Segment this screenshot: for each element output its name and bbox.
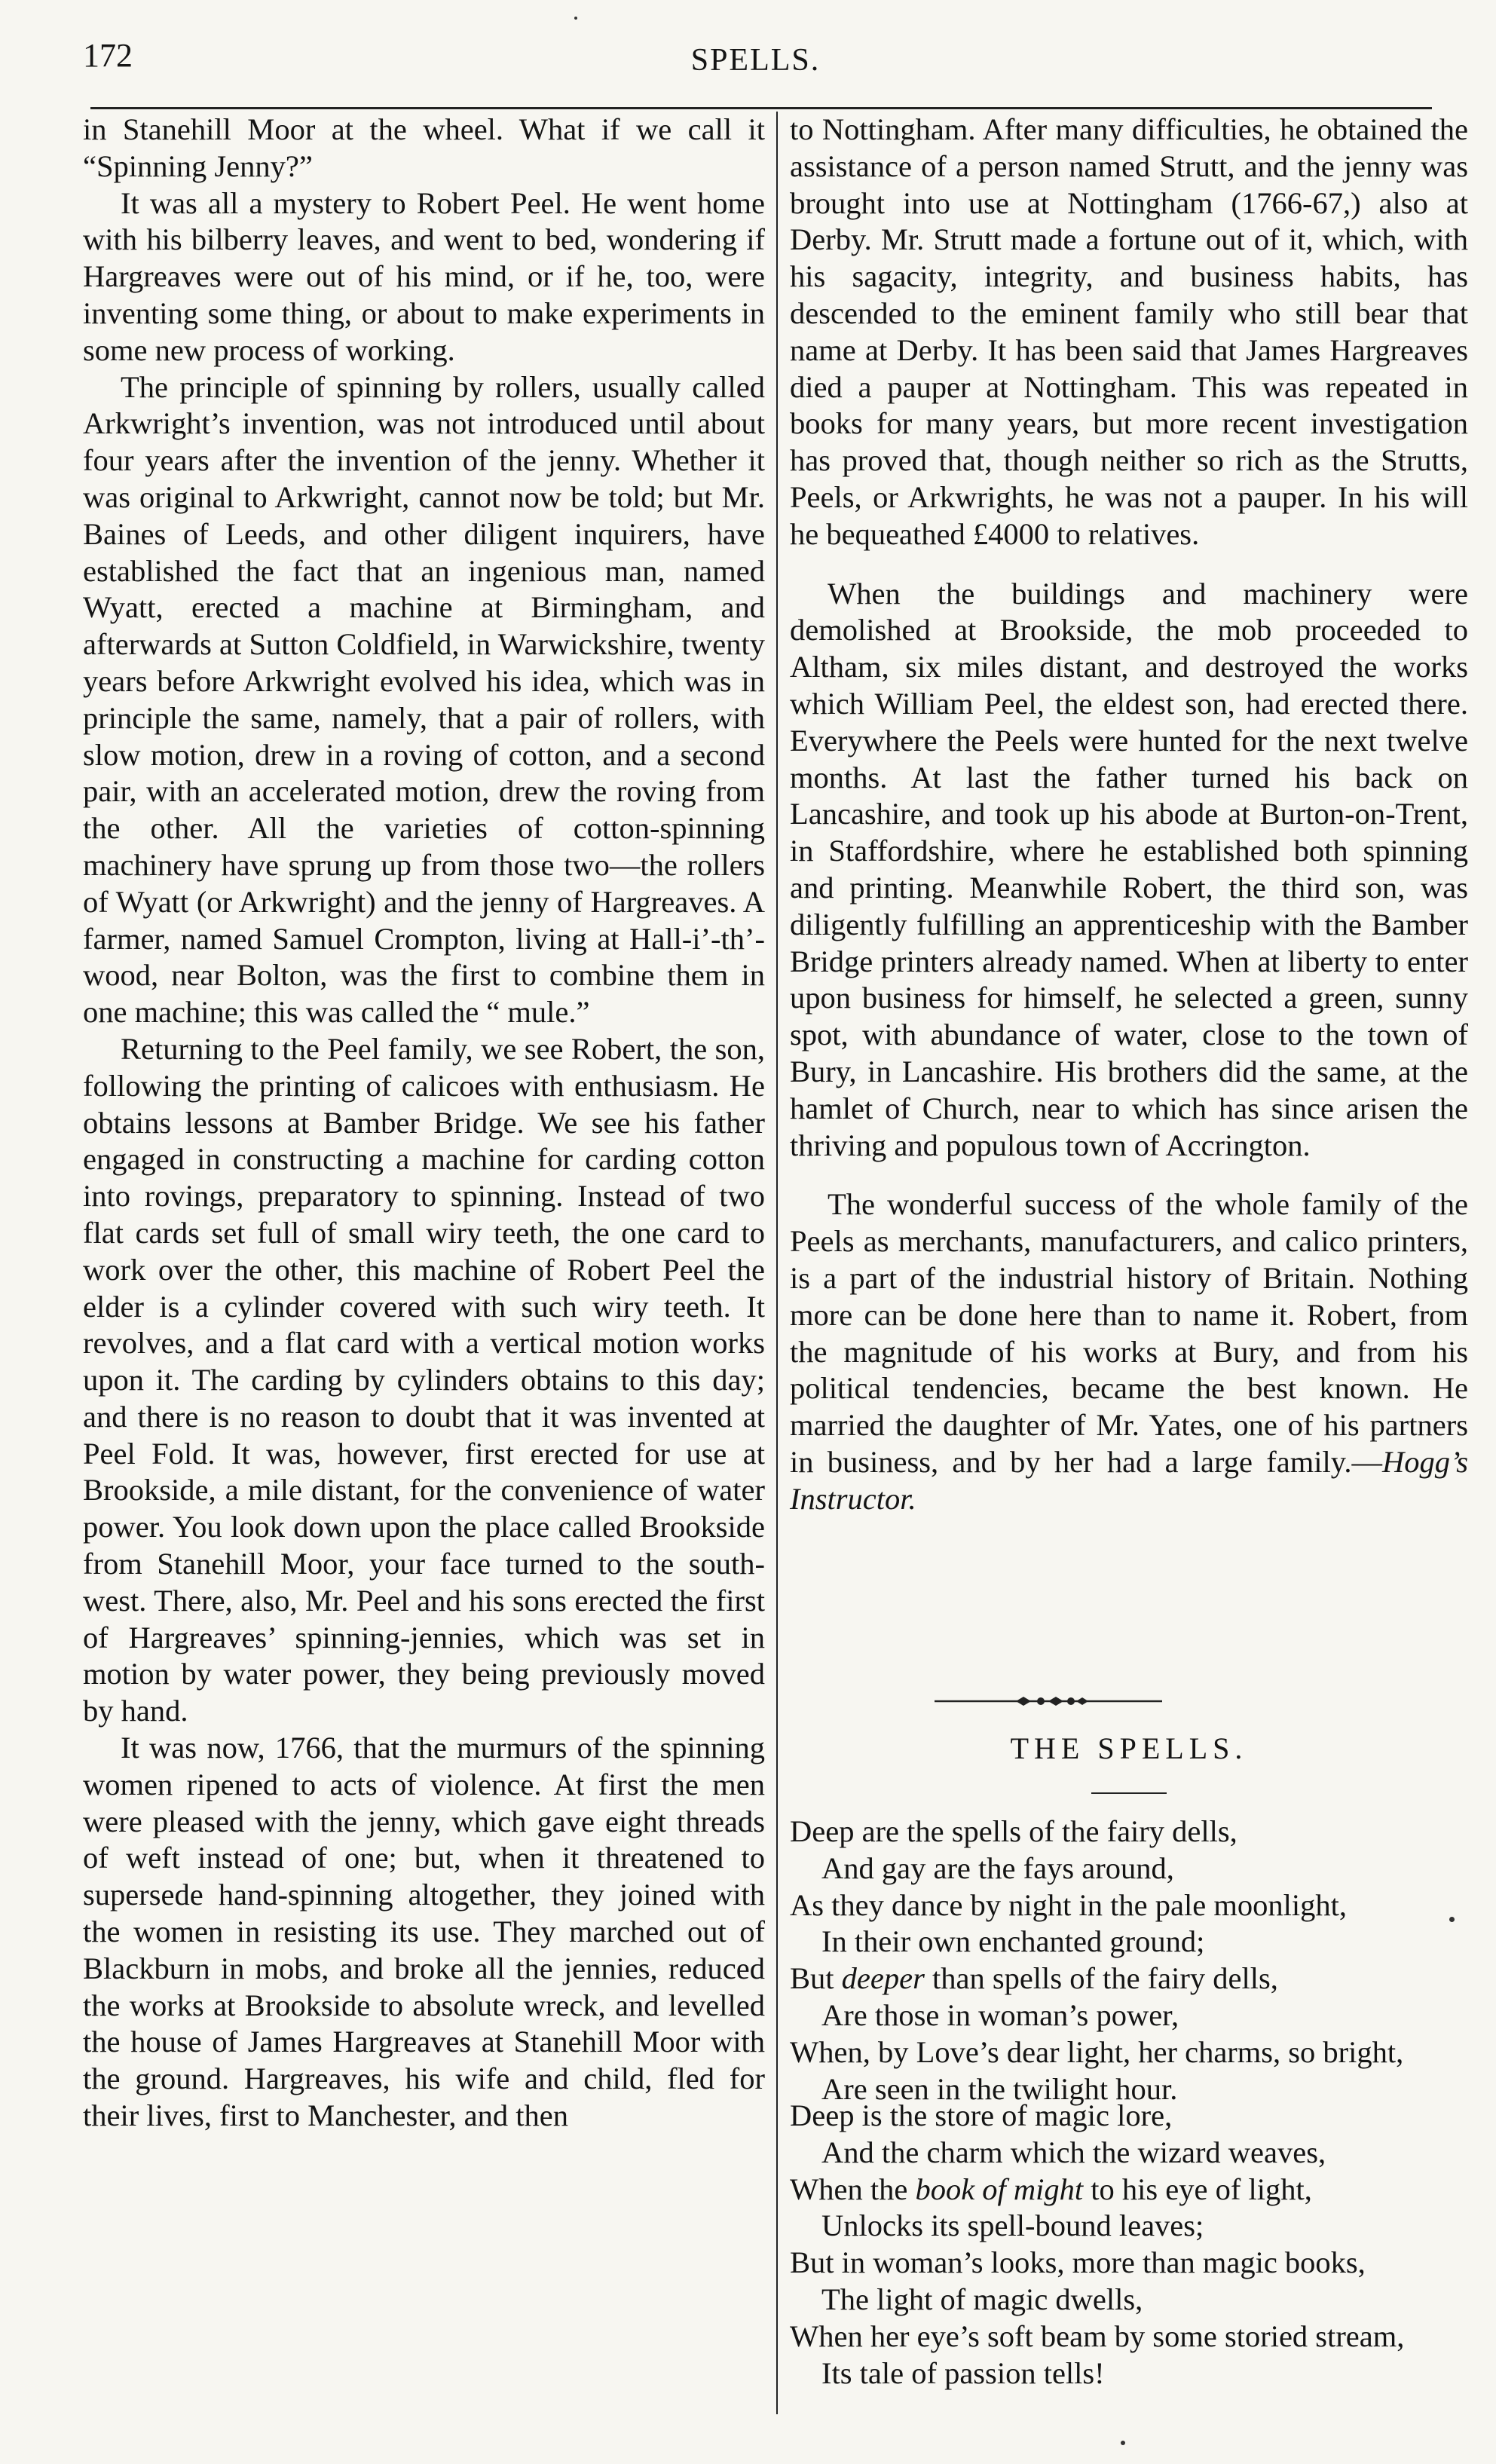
poem-line: As they dance by night in the pale moonlight, [790, 1887, 1347, 1922]
paragraph: When the buildings and machinery were demolished at Brookside, the mob proceeded to Altham, six miles distant, and destroyed the works which William Peel, the eldest son, had erected there. Everywhere the Peels were hunted for the next twelve months. At last the father turned his back on Lancashire, and took up his abode at Burton-on-Trent, in Staffordshire, where he established both spinning and printing. Meanwhile Robert, the third son, was diligently fulfilling an apprenticeship with the Bamber Bridge printers already named. When at liberty to enter upon business for himself, he selected a green, sunny spot, with abundance of water, close to the town of Bury, in Lancashire. His brothers did the same, at the hamlet of Church, near to which has since arisen the thriving and populous town of Accrington. [790, 576, 1468, 1162]
poem-text: But [790, 1961, 834, 1996]
poem-line: In their own enchanted ground; [821, 1924, 1205, 1959]
running-head: SPELLS. [690, 43, 821, 78]
attribution: Hogg’s Instructor. [790, 1444, 1468, 1516]
ink-speck [1121, 2441, 1125, 2445]
poem-line [790, 2172, 1479, 2208]
poem-text: than spells of the fairy dells, [932, 1961, 1278, 1996]
poem-line: When, by Love’s dear light, her charms, so bright, [790, 2034, 1404, 2069]
ink-speck [1449, 1917, 1455, 1922]
poem-line: Its tale of passion tells! [821, 2355, 1105, 2390]
ornament-divider [935, 1694, 1162, 1709]
paragraph: to Nottingham. After many difficulties, he obtained the assistance of a person named Strutt, and the jenny was brought into use at Nottingham (1766-67,) also at Derby. Mr. Strutt made a fortune out of it, which, with his sagacity, integrity, and business habits, has descended to the eminent family who still bear that name at Derby. It has been said that James Hargreaves died a pauper at Nottingham. This was repeated in books for many years, but more recent investigation has proved that, though neither so rich as the Strutts, Peels, or Arkwrights, he was not a pauper. In his will he bequeathed £4000 to relatives. [790, 112, 1468, 551]
paragraph: Returning to the Peel family, we see Robert, the son, following the printing of calicoes with enthusiasm. He obtains lessons at Bamber Bridge. We see his father engaged in constructing a machine for carding cotton into rovings, preparatory to spinning. Instead of two flat cards set full of small wiry teeth, the one card to work over the other, this machine of Robert Peel the elder is a cylinder covered with such wiry teeth. It revolves, and a flat card with a vertical motion works upon it. The carding by cylinders obtains to this day; and there is no reason to doubt that it was invented at Peel Fold. It was, however, first erected for use at Brookside, a mile distant, for the convenience of water power. You look down upon the place called Brookside from Stanehill Moor, your face turned to the south-west. There, also, Mr. Peel and his sons erected the first of Hargreaves’ spinning-jennies, which was set in motion by water power, they being previously moved by hand. [83, 1031, 765, 1728]
poem-line: And gay are the fays around, [821, 1850, 1174, 1885]
ink-speck [574, 17, 577, 20]
poem-stanza-2 [790, 2098, 1479, 2392]
header-rule [90, 107, 1432, 109]
paragraph: The principle of spinning by rollers, usually called Arkwright’s invention, was not introduced until about four years after the invention of the jenny. Whether it was original to Arkwright, cannot now be told; but Mr. Baines of Leeds, and other diligent inquirers, have established the fact that an ingenious man, named Wyatt, erected a machine at Birmingham, and afterwards at Sutton Coldfield, in Warwickshire, twenty years before Arkwright evolved his idea, which was in principle the same, namely, that a pair of rollers, with slow motion, drew in a roving of cotton, and a second pair, with an accelerated motion, drew the roving from the other. All the varieties of cotton-spinning machinery have sprung up from those two—the rollers of Wyatt (or Arkwright) and the jenny of Hargreaves. A farmer, named Samuel Crompton, living at Hall-i’-th’-wood, near Bolton, was the first to combine them in one machine; this was called the “ mule.” [83, 369, 765, 1030]
poem-text: to his eye of light, [1091, 2172, 1312, 2206]
poem-line: Deep are the spells of the fairy dells, [790, 1814, 1237, 1848]
poem-emphasis: book of might [915, 2172, 1084, 2206]
page-number: 172 [83, 37, 133, 74]
page-header [83, 36, 1428, 89]
paragraph: It was all a mystery to Robert Peel. He went home with his bilberry leaves, and went to bed, wondering if Hargreaves were out of his mind, or if he, too, were inventing some thing, or about to make experiments in some new process of working. [83, 185, 765, 367]
poem-line: Are those in woman’s power, [821, 1997, 1179, 2032]
poem-line: Unlocks its spell-bound leaves; [821, 2208, 1204, 2243]
poem-line: When her eye’s soft beam by some storied stream, [790, 2319, 1405, 2353]
poem-emphasis: deeper [841, 1961, 925, 1996]
poem-line: Are seen in the twilight hour. [821, 2071, 1178, 2106]
poem-line: The light of magic dwells, [821, 2282, 1143, 2316]
poem-text: When the [790, 2172, 908, 2206]
left-column [83, 112, 765, 2135]
poem-stanza-1 [790, 1814, 1479, 2107]
poem-line [790, 1960, 1479, 1997]
poem-title: THE SPELLS. [1010, 1731, 1248, 1765]
paragraph [790, 1186, 1468, 1517]
poem-title-rule [1091, 1792, 1167, 1794]
column-divider [776, 112, 778, 2414]
paragraph: in Stanehill Moor at the wheel. What if we call it “Spinning Jenny?” [83, 112, 765, 183]
poem-line: And the charm which the wizard weaves, [821, 2135, 1326, 2169]
paragraph: It was now, 1766, that the murmurs of the spinning women ripened to acts of violence. At first the men were pleased with the jenny, which gave eight threads of weft instead of one; but, when it threatened to supersede hand-spinning altogether, they joined with the women in resisting its use. They marched out of Blackburn in mobs, and broke all the jennies, reduced the works at Brookside to absolute wreck, and levelled the house of James Hargreaves at Stanehill Moor with the ground. Hargreaves, his wife and child, fled for their lives, first to Manchester, and then [83, 1731, 765, 2133]
paragraph-text: The wonderful success of the whole family of the Peels as merchants, manufacturers, and calico printers, is a part of the industrial history of Britain. Nothing more can be done here than to name it. Robert, from the magnitude of his works at Bury, and from his political tendencies, became the best known. He married the daughter of Mr. Yates, one of his partners in business, and by her had a large family.— [790, 1187, 1468, 1479]
poem-line: But in woman’s looks, more than magic books, [790, 2245, 1366, 2280]
poem-line: Deep is the store of magic lore, [790, 2098, 1173, 2132]
right-column [790, 112, 1468, 1517]
